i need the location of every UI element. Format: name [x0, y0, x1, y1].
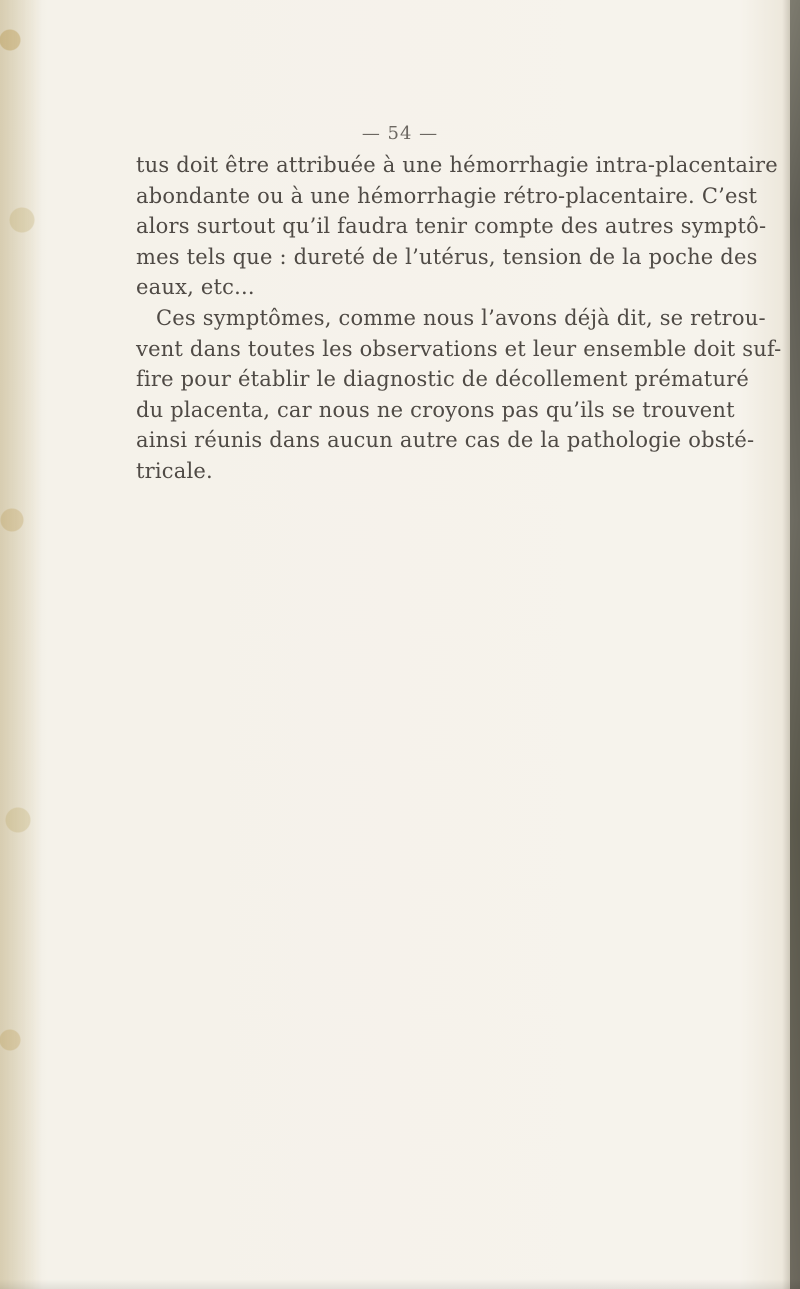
text-line: du placenta, car nous ne croyons pas qu’ils se trouvent: [136, 397, 735, 422]
text-line: eaux, etc...: [136, 275, 255, 300]
stained-page-edge: [0, 0, 42, 1289]
text-line: mes tels que : dureté de l’utérus, tension de la poche des: [136, 244, 758, 269]
text-line: tus doit être attribuée à une hémorrhagie intra-placentaire: [136, 153, 778, 177]
page-bottom-shadow: [0, 1279, 800, 1289]
page-number: — 54 —: [361, 123, 439, 144]
text-line: alors surtout qu’il faudra tenir compte des autres symptô-: [136, 214, 767, 239]
paragraph-start-line: Ces symptômes, comme nous l’avons déjà dit, se retrou-: [156, 305, 766, 330]
dark-binding-edge: [790, 0, 800, 1289]
text-line: fire pour établir le diagnostic de décollement prématuré: [136, 367, 750, 392]
body-text: [136, 150, 782, 487]
text-line: ainsi réunis dans aucun autre cas de la pathologie obsté-: [136, 428, 755, 453]
text-line: vent dans toutes les observations et leur ensemble doit suf-: [136, 336, 782, 361]
text-line: tricale.: [136, 458, 213, 483]
text-line: abondante ou à une hémorrhagie rétro-placentaire. C’est: [136, 183, 758, 208]
